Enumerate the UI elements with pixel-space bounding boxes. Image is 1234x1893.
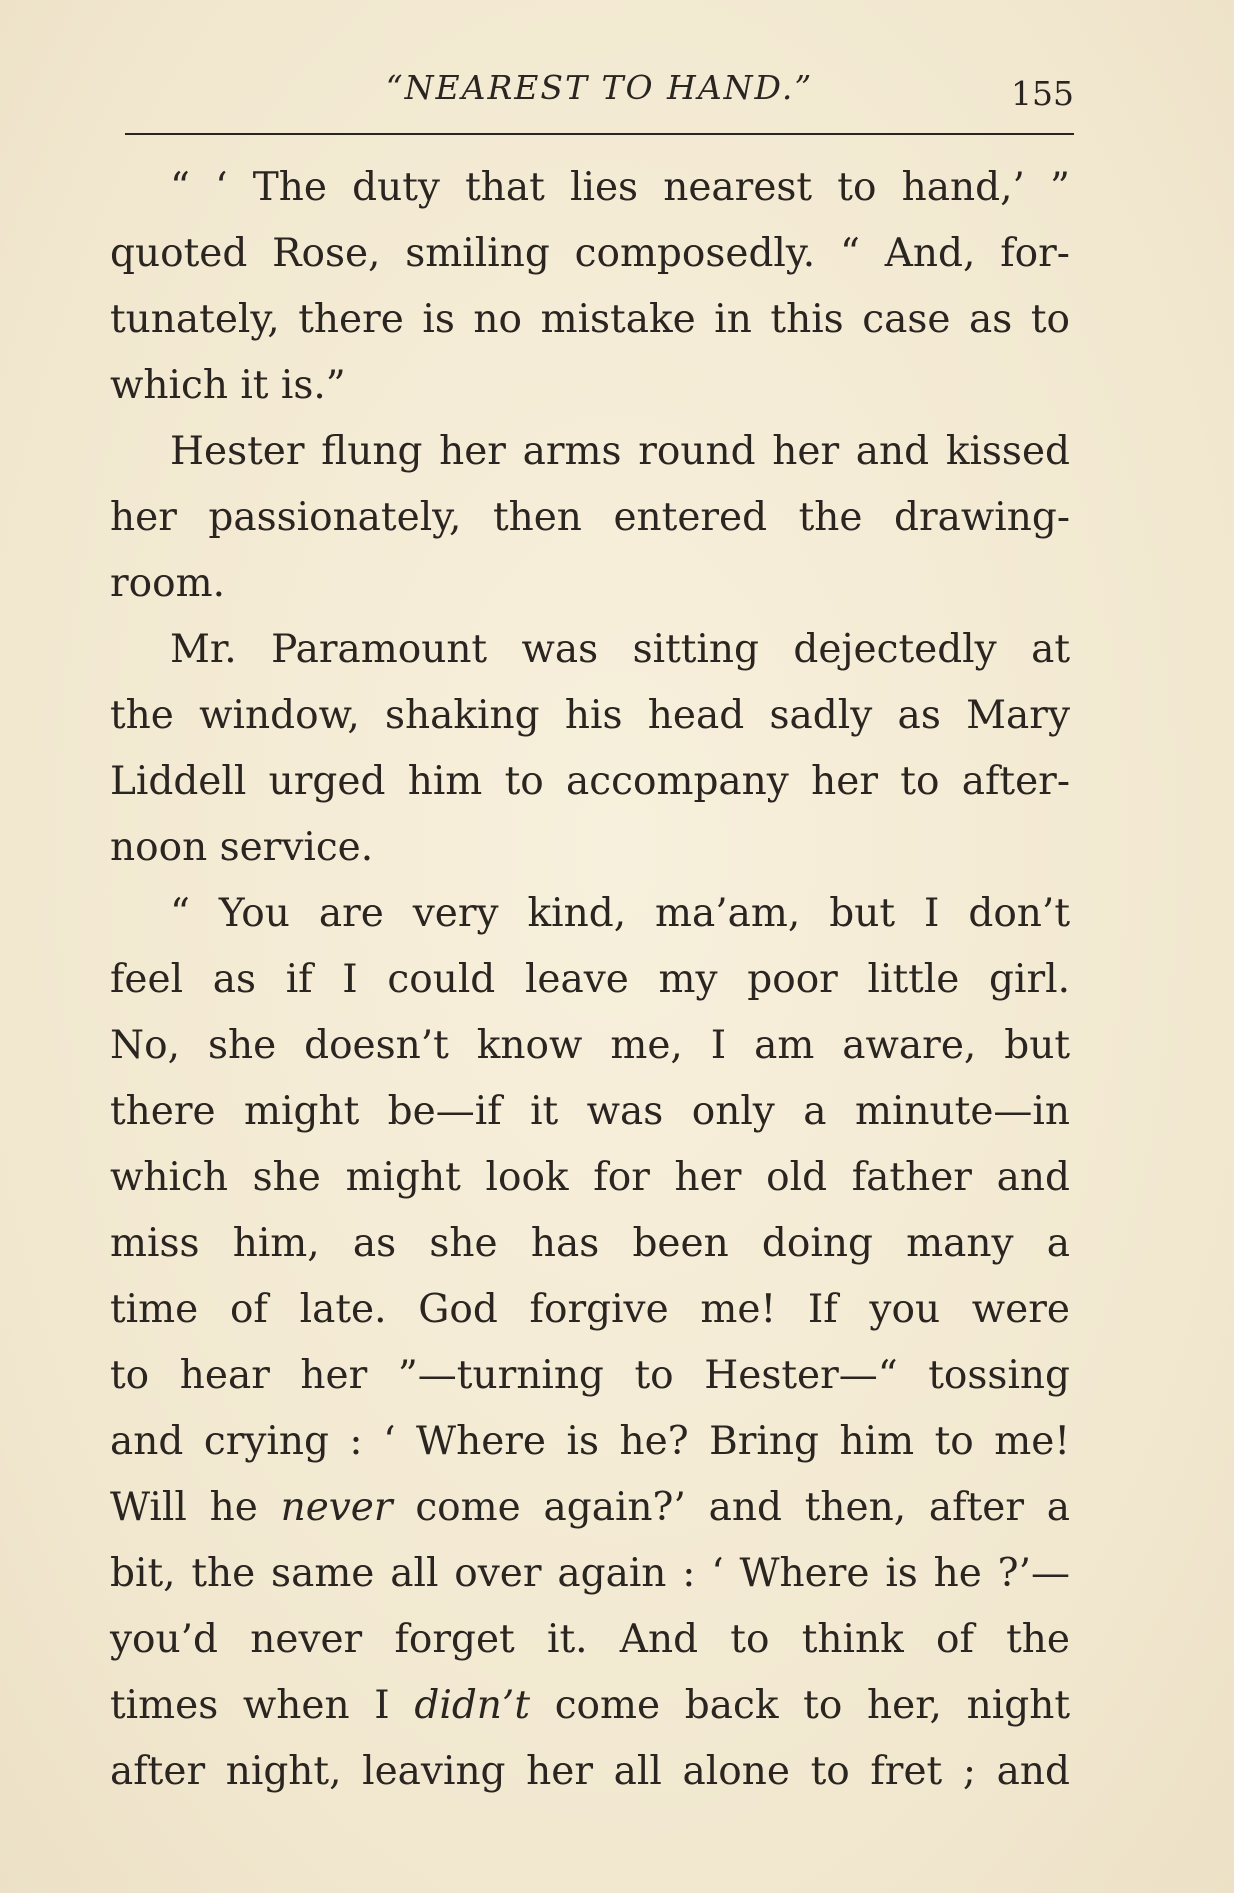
text-line [110, 1475, 1070, 1541]
text-line: noon service. [110, 825, 374, 870]
text-line: her passionately, then entered the drawing- [110, 495, 1070, 540]
text-line: tunately, there is no mistake in this case as to [110, 297, 1070, 342]
text-line: the window, shaking his head sadly as Mary [110, 693, 1070, 738]
text-run: times when I [110, 1683, 415, 1728]
italic-emphasis: didn’t [414, 1683, 530, 1728]
text-line: miss him, as she has been doing many a [110, 1221, 1070, 1266]
body-text [110, 155, 1070, 1805]
running-head [125, 68, 1074, 120]
running-title: “NEAREST TO HAND.” [385, 68, 814, 107]
text-line: you’d never forget it. And to think of the [110, 1617, 1070, 1662]
text-line [110, 1673, 1070, 1739]
text-line: Liddell urged him to accompany her to after- [110, 759, 1070, 804]
text-line: after night, leaving her all alone to fret ; and [110, 1749, 1070, 1794]
text-line: Mr. Paramount was sitting dejectedly at [170, 627, 1070, 672]
text-line: and crying : ‘ Where is he? Bring him to me! [110, 1419, 1070, 1464]
text-line: feel as if I could leave my poor little girl. [110, 957, 1070, 1002]
page-number: 155 [1011, 74, 1074, 113]
text-line: “ ‘ The duty that lies nearest to hand,’ ” [170, 165, 1070, 210]
text-line: time of late. God forgive me! If you were [110, 1287, 1070, 1332]
text-line: there might be—if it was only a minute—in [110, 1089, 1070, 1134]
text-line: Hester flung her arms round her and kissed [170, 429, 1070, 474]
text-run: come again?’ and then, after a [392, 1485, 1071, 1530]
text-line: “ You are very kind, ma’am, but I don’t [170, 891, 1070, 936]
text-run: Will he [110, 1485, 281, 1530]
italic-emphasis: never [280, 1485, 393, 1530]
text-line: which she might look for her old father and [110, 1155, 1070, 1200]
text-run: come back to her, night [530, 1683, 1070, 1728]
text-line: room. [110, 561, 225, 606]
text-line: to hear her ”—turning to Hester—“ tossing [110, 1353, 1070, 1398]
text-line: No, she doesn’t know me, I am aware, but [110, 1023, 1070, 1068]
text-line: bit, the same all over again : ‘ Where is he ?’— [110, 1551, 1070, 1596]
text-line: quoted Rose, smiling composedly. “ And, for- [110, 231, 1070, 276]
header-rule [125, 133, 1074, 135]
text-line: which it is.” [110, 363, 346, 408]
